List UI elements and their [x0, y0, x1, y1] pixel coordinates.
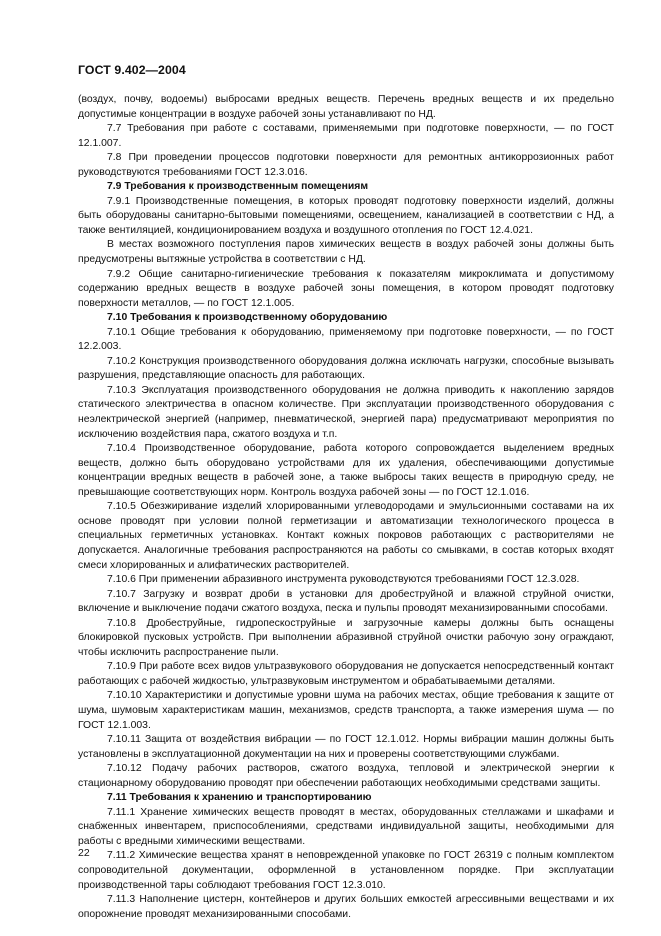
- paragraph: 7.10.1 Общие требования к оборудованию, применяемому при подготовке поверхности, — по ГОСТ 12.2.003.: [78, 326, 614, 353]
- paragraph: В местах возможного поступления паров химических веществ в воздух рабочей зоны должны быть предусмотрены вытяжные устройства в соответствии с НД.: [78, 239, 614, 266]
- paragraph: 7.10.10 Характеристики и допустимые уровни шума на рабочих местах, общие требования к защите от шума, шумовым характеристикам машин, механизмов, средств транспорта, а также измерения шума — по ГОСТ 12.1.003.: [78, 690, 614, 731]
- paragraph: 7.10.6 При применении абразивного инструмента руководствуются требованиями ГОСТ 12.3.028.: [107, 574, 580, 586]
- paragraph: (воздух, почву, водоемы) выбросами вредных веществ. Перечень вредных веществ и их предельно допустимые концентрации в воздухе рабочей зоны устанавливают по НД.: [78, 94, 614, 120]
- paragraph: 7.10.7 Загрузку и возврат дроби в установки для дробеструйной и влажной струйной очистки, включение и выключение подачи сжатого воздуха, песка и пульпы проводят механизированными способами.: [78, 588, 614, 615]
- paragraph: 7.11.1 Хранение химических веществ проводят в местах, оборудованных стеллажами и шкафами и снабженных инвентарем, приспособлениями, средствами индивидуальной защиты, необходимыми для работы с вредными химическими веществами.: [78, 806, 614, 847]
- paragraph: 7.10.12 Подачу рабочих растворов, сжатого воздуха, тепловой и электрической энергии к стационарному оборудованию проводят при обеспечении работающих необходимыми средствами защиты.: [78, 763, 614, 789]
- section-heading: 7.11 Требования к хранению и транспортированию: [107, 792, 372, 804]
- section-heading: 7.10 Требования к производственному оборудованию: [107, 312, 388, 324]
- page-header: ГОСТ 9.402—2004: [78, 63, 186, 77]
- paragraph: 7.7 Требования при работе с составами, применяемыми при подготовке поверхности, — по ГОСТ 12.1.007.: [78, 123, 614, 149]
- paragraph: 7.10.2 Конструкция производственного оборудования должна исключать нагрузки, способные вызывать разрушения, представляющие опасность для работающих.: [78, 355, 614, 382]
- page-body: [78, 93, 614, 922]
- paragraph: 7.9.2 Общие санитарно-гигиенические требования к показателям микроклимата и допустимому содержанию вредных веществ в воздухе рабочей зоны помещения, в котором проводят подготовку поверхности металлов, — по ГОСТ 12.1.005.: [78, 268, 614, 309]
- paragraph: 7.11.3 Наполнение цистерн, контейнеров и других больших емкостей агрессивными веществами и их опорожнение проводят механизированными способами.: [78, 894, 614, 920]
- paragraph: 7.10.3 Эксплуатация производственного оборудования не должна приводить к накоплению зарядов статического электричества в опасном количестве. При эксплуатации производственного оборудования с неэлектрической энергией (например, пневматической, энергией пара) предусматривают мероприятия по исключению воздействия пара, сжатого воздуха и т.п.: [78, 384, 614, 440]
- paragraph: 7.8 При проведении процессов подготовки поверхности для ремонтных антикоррозионных работ руководствуются требованиями ГОСТ 12.3.016.: [78, 152, 614, 178]
- paragraph: 7.10.4 Производственное оборудование, работа которого сопровождается выделением вредных веществ, должно быть оборудовано устройствами для их удаления, обеспечивающими допустимые концентрации вредных веществ в рабочей зоне, а также выбросы таких веществ в природную среду, не превышающие соответствующих норм. Контроль воздуха рабочей зоны — по ГОСТ 12.1.016.: [78, 443, 614, 498]
- paragraph: 7.10.8 Дробеструйные, гидропескоструйные и загрузочные камеры должны быть оснащены блокировкой пусковых устройств. При выполнении абразивной струйной очистки рабочую зону ограждают, чтобы исключить распространение пыли.: [78, 617, 614, 658]
- paragraph: 7.10.11 Защита от воздействия вибрации — по ГОСТ 12.1.012. Нормы вибрации машин должны быть установлены в эксплуатационной документации на них и проверены соответствующими службами.: [78, 734, 614, 760]
- paragraph: 7.10.9 При работе всех видов ультразвукового оборудования не допускается непосредственный контакт работающих с рабочей жидкостью, ультразвуковым инструментом и обрабатываемыми деталями.: [78, 661, 614, 687]
- paragraph: 7.11.2 Химические вещества хранят в неповрежденной упаковке по ГОСТ 26319 с полным комплектом сопроводительной документации, оформленной в установленном порядке. При эксплуатации производственной тары соблюдают требования ГОСТ 12.3.010.: [78, 850, 614, 891]
- section-heading: 7.9 Требования к производственным помещениям: [107, 181, 369, 193]
- paragraph: 7.9.1 Производственные помещения, в которых проводят подготовку поверхности изделий, должны быть оборудованы санитарно-бытовыми помещениями, освещением, канализацией в соответствии с НД, а также вентиляцией, кондиционированием воздуха и воздушного отопления по ГОСТ 12.4.021.: [78, 195, 614, 236]
- paragraph: 7.10.5 Обезжиривание изделий хлорированными углеводородами и эмульсионными составами на их основе проводят при условии полной герметизации и автоматизации технологического процесса в специальных герметичных установках. Контакт кожных покровов работающих с растворителями не допускается. Аналогичные требования распространяются на работы со смывками, в состав которых входят смеси хлорированных и алифатических растворителей.: [78, 501, 614, 571]
- page-number: 22: [78, 847, 90, 859]
